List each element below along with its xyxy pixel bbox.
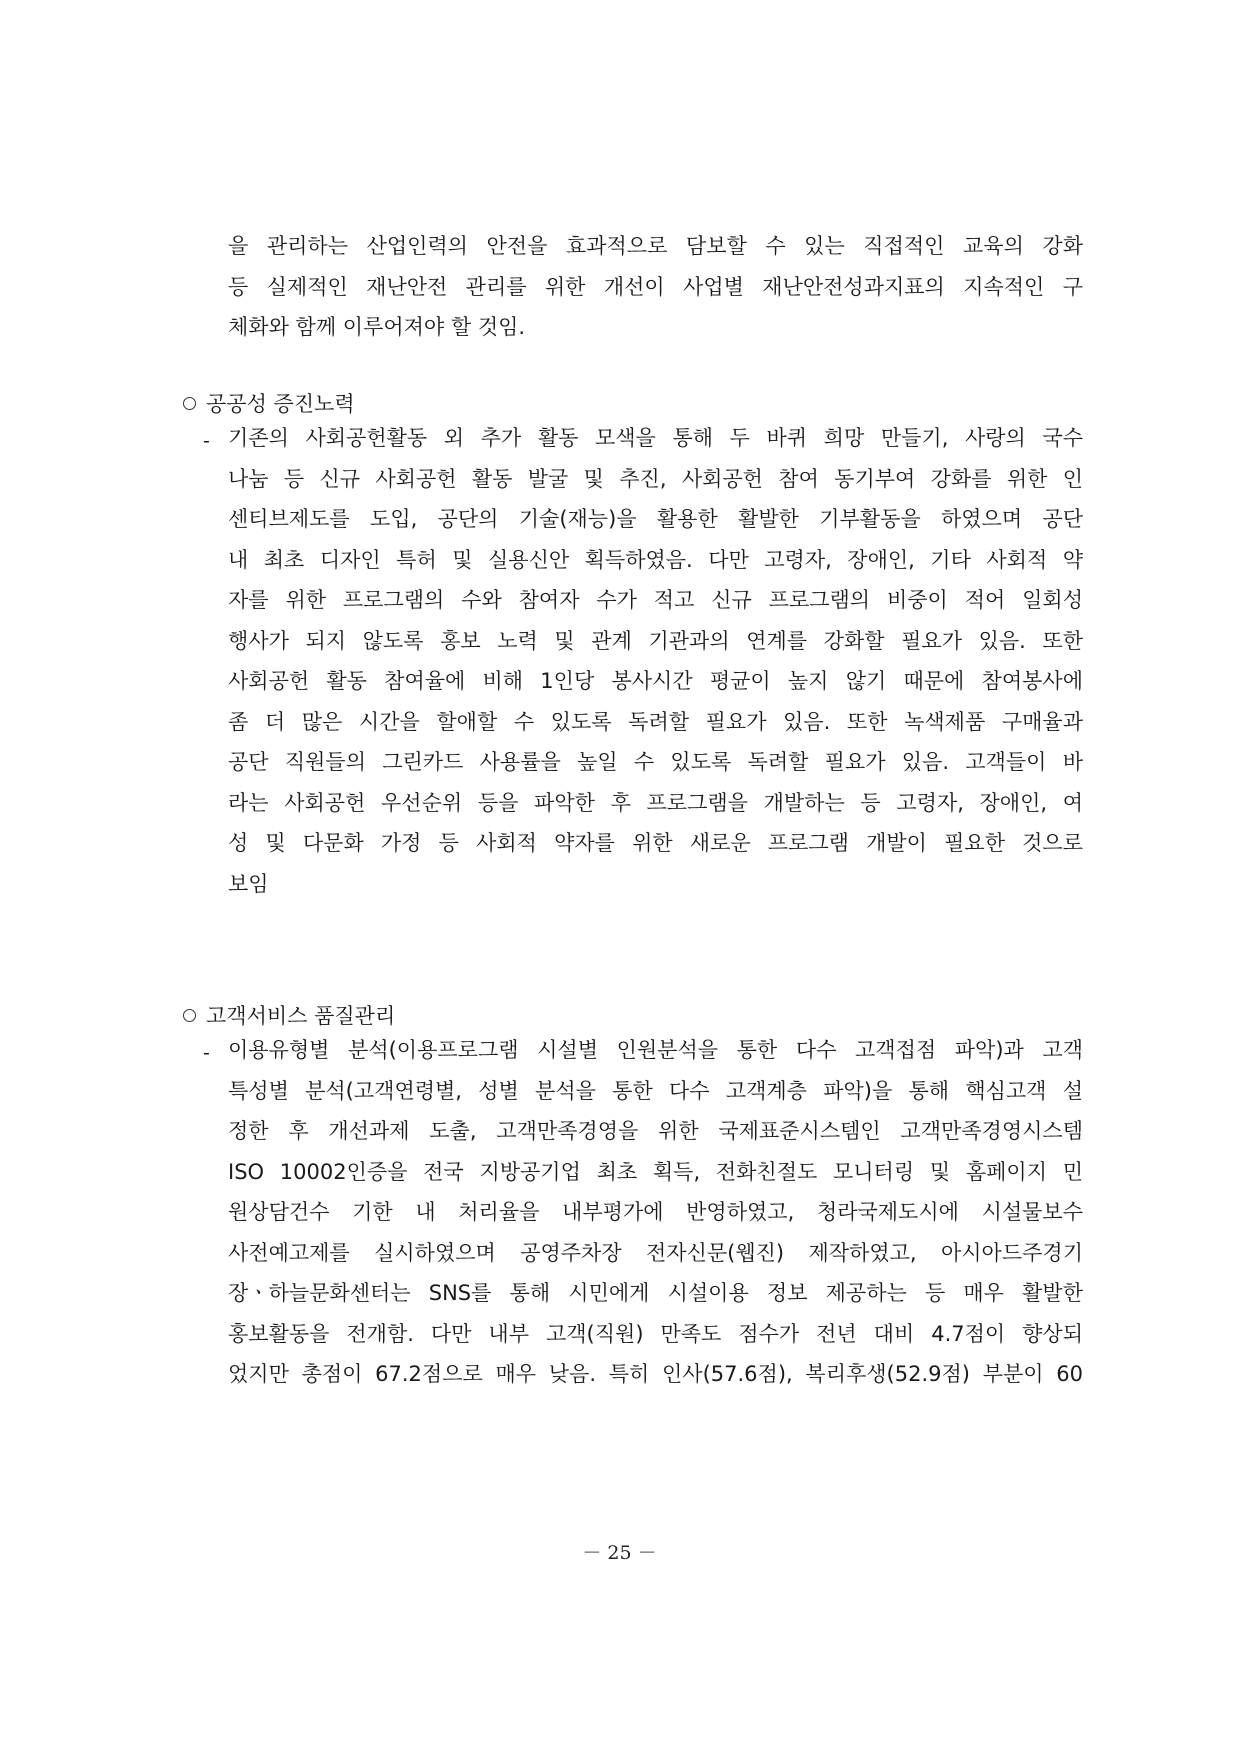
paragraph-line: 나눔 등 신규 사회공헌 활동 발굴 및 추진, 사회공헌 참여 동기부여 강화를 위한 인 [228, 466, 1083, 491]
dash-bullet: - [203, 1042, 210, 1064]
paragraph-line: 좀 더 많은 시간을 할애할 수 있도록 독려할 필요가 있음. 또한 녹색제품 구매율과 [228, 709, 1083, 734]
section-heading-customer-service [183, 1000, 395, 1032]
paragraph-line: 을 관리하는 산업인력의 안전을 효과적으로 담보할 수 있는 직접적인 교육의 강화 [228, 234, 1083, 258]
section-heading-text: 고객서비스 품질관리 [206, 1004, 396, 1028]
paragraph-line: ISO 10002인증을 전국 지방공기업 최초 획득, 전화친절도 모니터링 및 홈페이지 민 [228, 1159, 1083, 1184]
paragraph-line: 특성별 분석(고객연령별, 성별 분석을 통한 다수 고객계층 파악)을 통해 핵심고객 설 [228, 1078, 1083, 1103]
circle-bullet-icon [183, 1009, 196, 1022]
paragraph-line: 행사가 되지 않도록 홍보 노력 및 관계 기관과의 연계를 강화할 필요가 있음. 또한 [228, 628, 1083, 653]
paragraph-line: 사전예고제를 실시하였으며 공영주차장 전자신문(웹진) 제작하였고, 아시아드주경기 [228, 1240, 1083, 1265]
paragraph-line: 홍보활동을 전개함. 다만 내부 고객(직원) 만족도 점수가 전년 대비 4.7점이 향상되 [228, 1321, 1083, 1346]
page-number: － 25 － [582, 1542, 657, 1564]
paragraph-line: 센티브제도를 도입, 공단의 기술(재능)을 활용한 활발한 기부활동을 하였으며 공단 [228, 507, 1083, 531]
continuation-paragraph [228, 226, 1083, 348]
circle-bullet-icon [183, 397, 196, 410]
paragraph-line: 등 실제적인 재난안전 관리를 위한 개선이 사업별 재난안전성과지표의 지속적인 구 [228, 274, 1083, 299]
paragraph-line: 었지만 총점이 67.2점으로 매우 낮음. 특히 인사(57.6점), 복리후생(52.9점) 부분이 60 [228, 1362, 1083, 1386]
customer-service-paragraph [228, 1030, 1083, 1395]
paragraph-line: 장ㆍ하늘문화센터는 SNS를 통해 시민에게 시설이용 정보 제공하는 등 매우 활발한 [228, 1281, 1083, 1305]
paragraph-line: 이용유형별 분석(이용프로그램 시설별 인원분석을 통한 다수 고객접점 파악)과 고객 [228, 1038, 1083, 1062]
paragraph-line: 원상담건수 기한 내 처리율을 내부평가에 반영하였고, 청라국제도시에 시설물보수 [228, 1200, 1083, 1224]
paragraph-line: 내 최초 디자인 특허 및 실용신안 획득하였음. 다만 고령자, 장애인, 기타 사회적 약 [228, 547, 1083, 572]
paragraph-line: 공단 직원들의 그린카드 사용률을 높일 수 있도록 독려할 필요가 있음. 고객들이 바 [228, 750, 1083, 774]
section-heading-text: 공공성 증진노력 [206, 392, 355, 416]
public-interest-paragraph [228, 418, 1083, 904]
paragraph-line: 정한 후 개선과제 도출, 고객만족경영을 위한 국제표준시스템인 고객만족경영시스템 [228, 1119, 1083, 1143]
paragraph-line: 기존의 사회공헌활동 외 추가 활동 모색을 통해 두 바퀴 희망 만들기, 사랑의 국수 [228, 426, 1083, 450]
paragraph-line: 보임 [228, 871, 269, 896]
section-heading-public-interest [183, 388, 355, 420]
paragraph-line: 성 및 다문화 가정 등 사회적 약자를 위한 새로운 프로그램 개발이 필요한 것으로 [228, 831, 1083, 855]
paragraph-line: 라는 사회공헌 우선순위 등을 파악한 후 프로그램을 개발하는 등 고령자, 장애인, 여 [228, 790, 1083, 815]
dash-bullet: - [203, 430, 210, 452]
paragraph-line: 체화와 함께 이루어져야 할 것임. [228, 315, 526, 339]
paragraph-line: 사회공헌 활동 참여율에 비해 1인당 봉사시간 평균이 높지 않기 때문에 참여봉사에 [228, 669, 1083, 693]
paragraph-line: 자를 위한 프로그램의 수와 참여자 수가 적고 신규 프로그램의 비중이 적어 일회성 [228, 588, 1083, 612]
